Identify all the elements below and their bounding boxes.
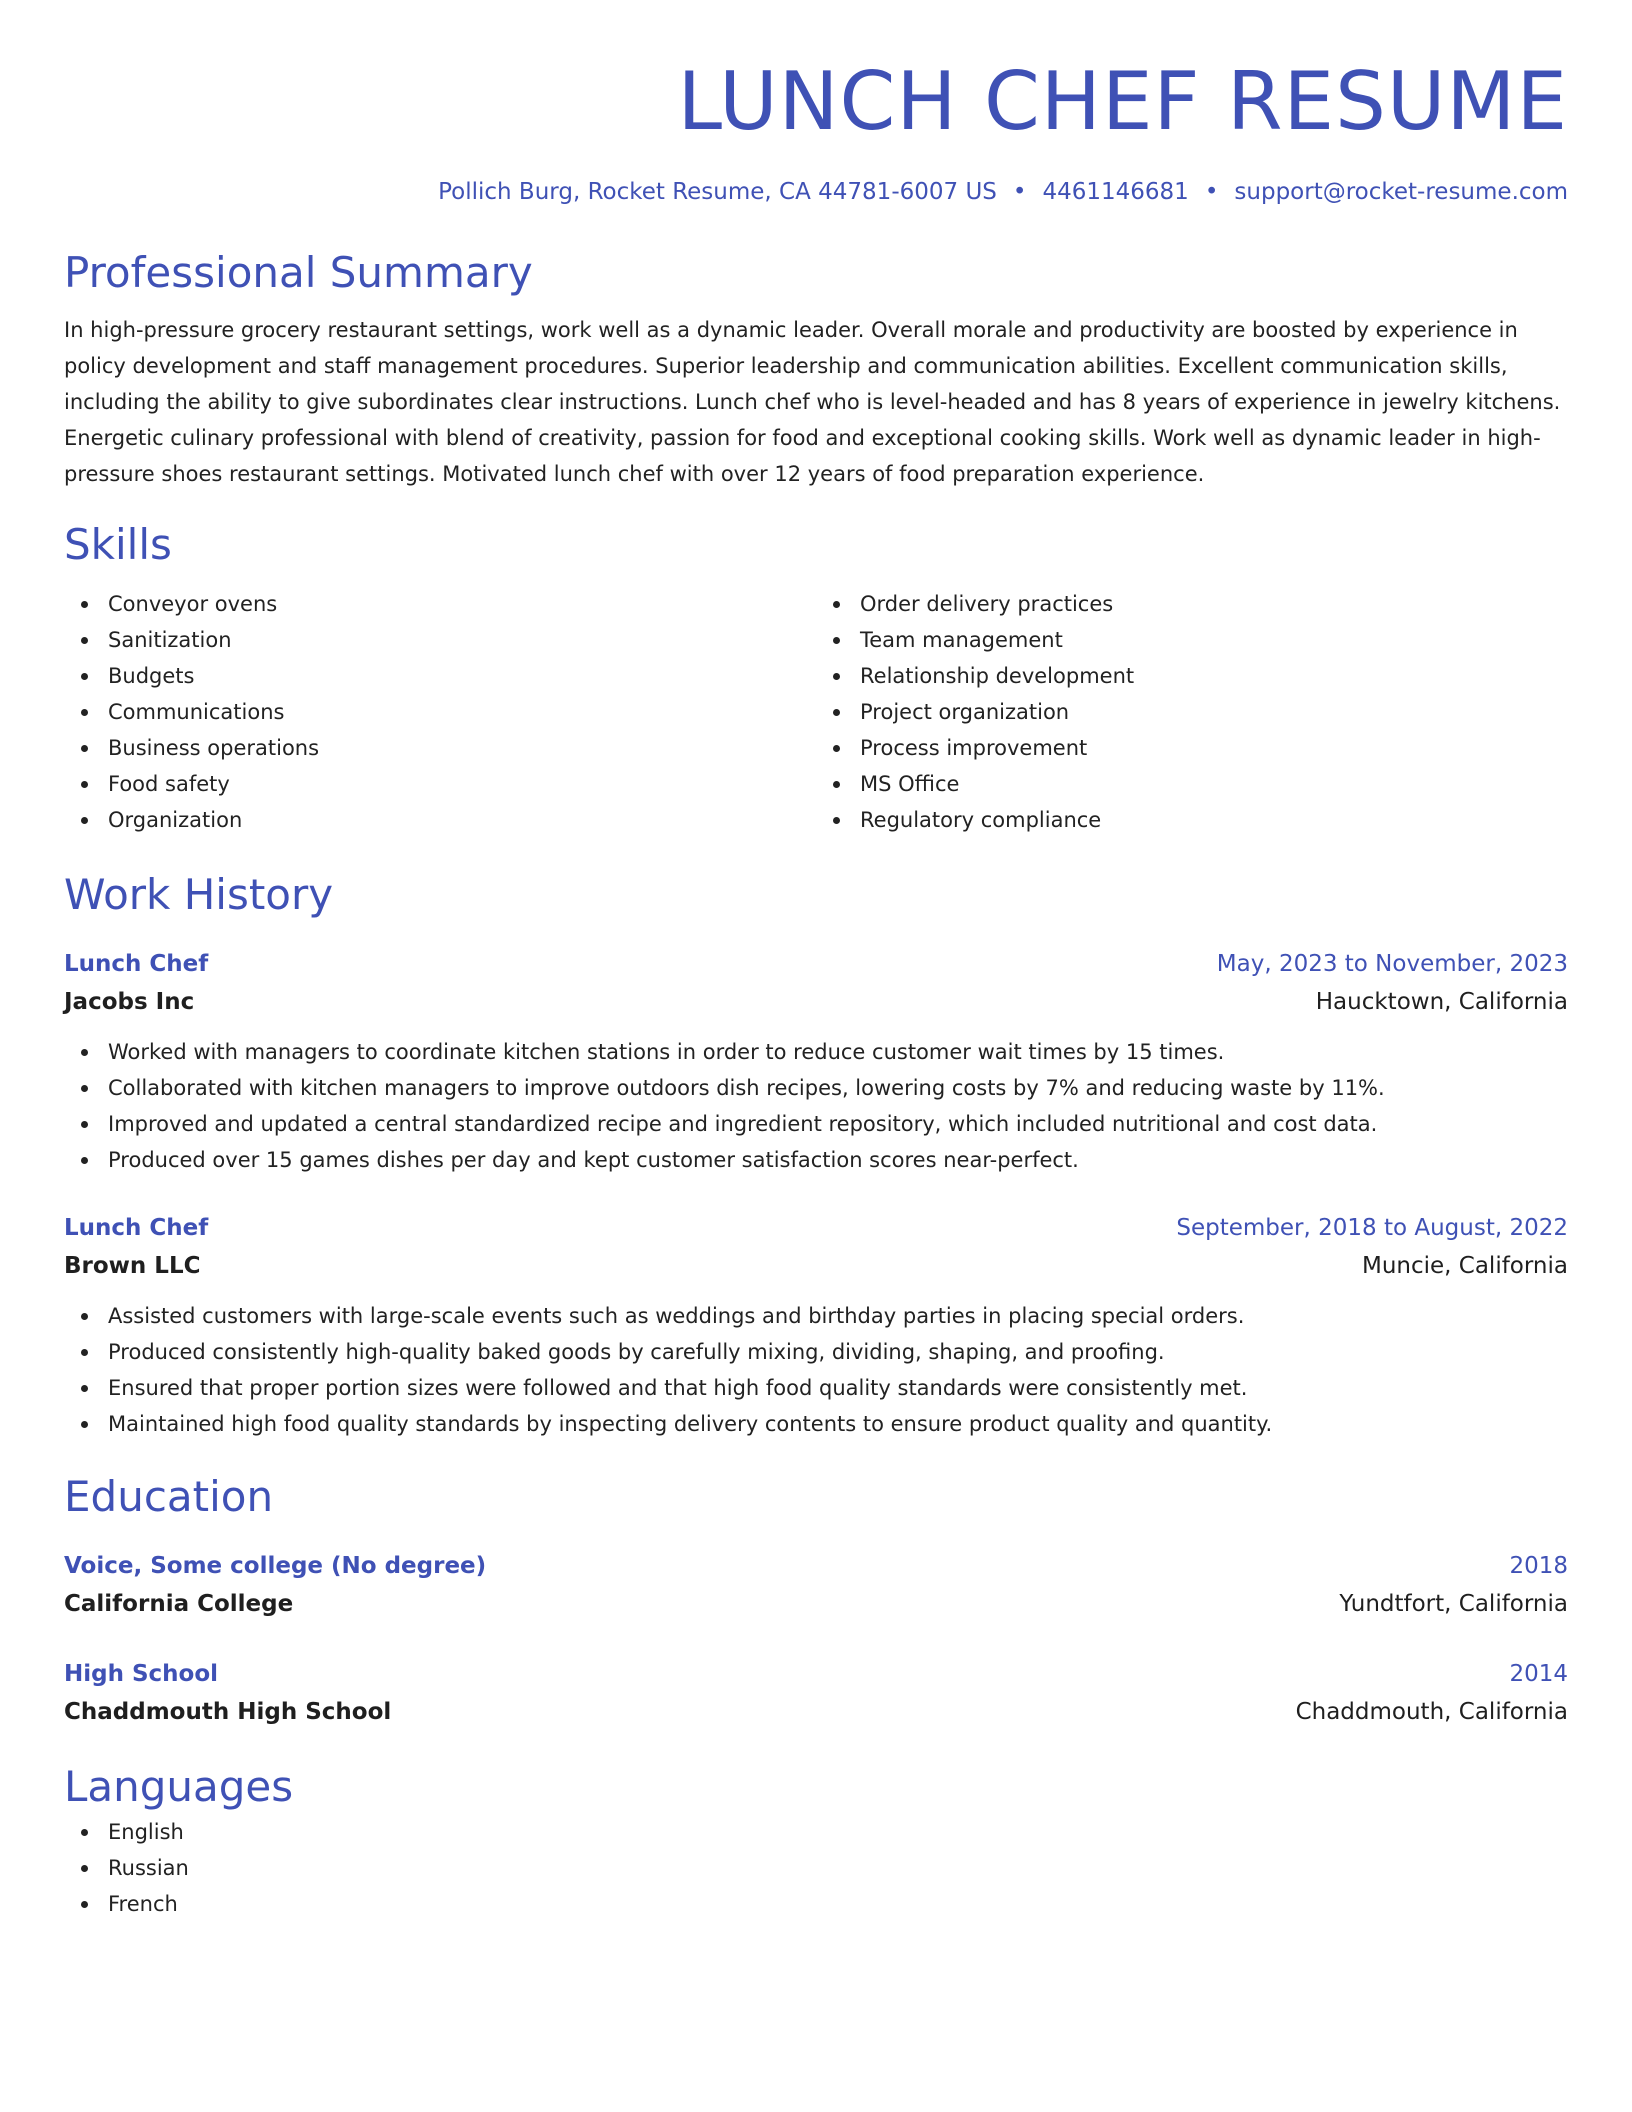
skill-item: Team management [816, 622, 1568, 658]
contact-phone: 4461146681 [1042, 179, 1189, 205]
skills-column-right [816, 586, 1568, 838]
job-bullet: Improved and updated a central standardized recipe and ingredient repository, which included nutritional and cost data. [64, 1106, 1568, 1142]
work-history-heading: Work History [64, 870, 334, 919]
graduation-year: 2018 [1509, 1553, 1568, 1579]
education-entry [64, 1656, 1568, 1732]
resume-title: LUNCH CHEF RESUME [677, 55, 1568, 148]
skill-item: Budgets [64, 658, 816, 694]
degree-name: Voice, Some college (No degree) [64, 1553, 487, 1579]
job-title: Lunch Chef [64, 1215, 209, 1241]
job-bullet: Collaborated with kitchen managers to improve outdoors dish recipes, lowering costs by 7% and reducing waste by 11%. [64, 1070, 1568, 1106]
job-dates: September, 2018 to August, 2022 [1176, 1215, 1568, 1241]
job-bullet: Worked with managers to coordinate kitchen stations in order to reduce customer wait times by 15 times. [64, 1034, 1568, 1070]
skill-item: Relationship development [816, 658, 1568, 694]
skill-item: Organization [64, 802, 816, 838]
contact-separator: • [1012, 179, 1027, 205]
language-item: English [64, 1814, 1568, 1850]
skills-column-left [64, 586, 816, 838]
work-entry [64, 946, 1568, 1178]
skill-item: Order delivery practices [816, 586, 1568, 622]
contact-email[interactable]: support@rocket-resume.com [1234, 179, 1568, 205]
summary-text: In high-pressure grocery restaurant settings, work well as a dynamic leader. Overall morale and productivity are boosted by experience in policy development and staff management procedures. Superior leadership and communication abilities. Excellent communication skills, including the ability to give subordinates clear instructions. Lunch chef who is level-headed and has 8 years of experience in jewelry kitchens. Energetic culinary professional with blend of creativity, passion for food and exceptional cooking skills. Work well as dynamic leader in high-pressure shoes restaurant settings. Motivated lunch chef with over 12 years of food preparation experience. [64, 318, 1561, 486]
skill-item: Business operations [64, 730, 816, 766]
skill-item: Communications [64, 694, 816, 730]
job-bullet: Maintained high food quality standards by inspecting delivery contents to ensure product quality and quantity. [64, 1406, 1568, 1442]
skill-item: MS Office [816, 766, 1568, 802]
school-name: Chaddmouth High School [64, 1699, 392, 1725]
skill-item: Sanitization [64, 622, 816, 658]
company-name: Jacobs Inc [64, 989, 195, 1015]
degree-name: High School [64, 1661, 219, 1687]
job-location: Muncie, California [1361, 1253, 1568, 1279]
skill-item: Conveyor ovens [64, 586, 816, 622]
skill-item: Process improvement [816, 730, 1568, 766]
education-heading: Education [64, 1472, 274, 1521]
job-title: Lunch Chef [64, 951, 209, 977]
skill-item: Project organization [816, 694, 1568, 730]
job-bullet: Assisted customers with large-scale events such as weddings and birthday parties in placing special orders. [64, 1298, 1568, 1334]
job-bullet: Ensured that proper portion sizes were followed and that high food quality standards were consistently met. [64, 1370, 1568, 1406]
languages-heading: Languages [64, 1762, 294, 1811]
summary-heading: Professional Summary [64, 248, 533, 297]
contact-address: Pollich Burg, Rocket Resume, CA 44781-6007 US [438, 179, 997, 205]
job-location: Haucktown, California [1315, 989, 1568, 1015]
job-bullet: Produced over 15 games dishes per day and kept customer satisfaction scores near-perfect. [64, 1142, 1568, 1178]
company-name: Brown LLC [64, 1253, 201, 1279]
job-dates: May, 2023 to November, 2023 [1216, 951, 1568, 977]
contact-line [64, 176, 1568, 208]
skills-heading: Skills [64, 520, 172, 569]
work-entry [64, 1210, 1568, 1442]
skills-list [64, 586, 1568, 838]
language-item: Russian [64, 1850, 1568, 1886]
skill-item: Food safety [64, 766, 816, 802]
school-name: California College [64, 1591, 294, 1617]
job-bullet: Produced consistently high-quality baked goods by carefully mixing, dividing, shaping, and proofing. [64, 1334, 1568, 1370]
graduation-year: 2014 [1509, 1661, 1568, 1687]
language-item: French [64, 1886, 1568, 1922]
education-entry [64, 1548, 1568, 1624]
languages-list [64, 1814, 1568, 1922]
contact-separator: • [1204, 179, 1219, 205]
skill-item: Regulatory compliance [816, 802, 1568, 838]
school-location: Chaddmouth, California [1295, 1699, 1568, 1725]
school-location: Yundtfort, California [1339, 1591, 1568, 1617]
